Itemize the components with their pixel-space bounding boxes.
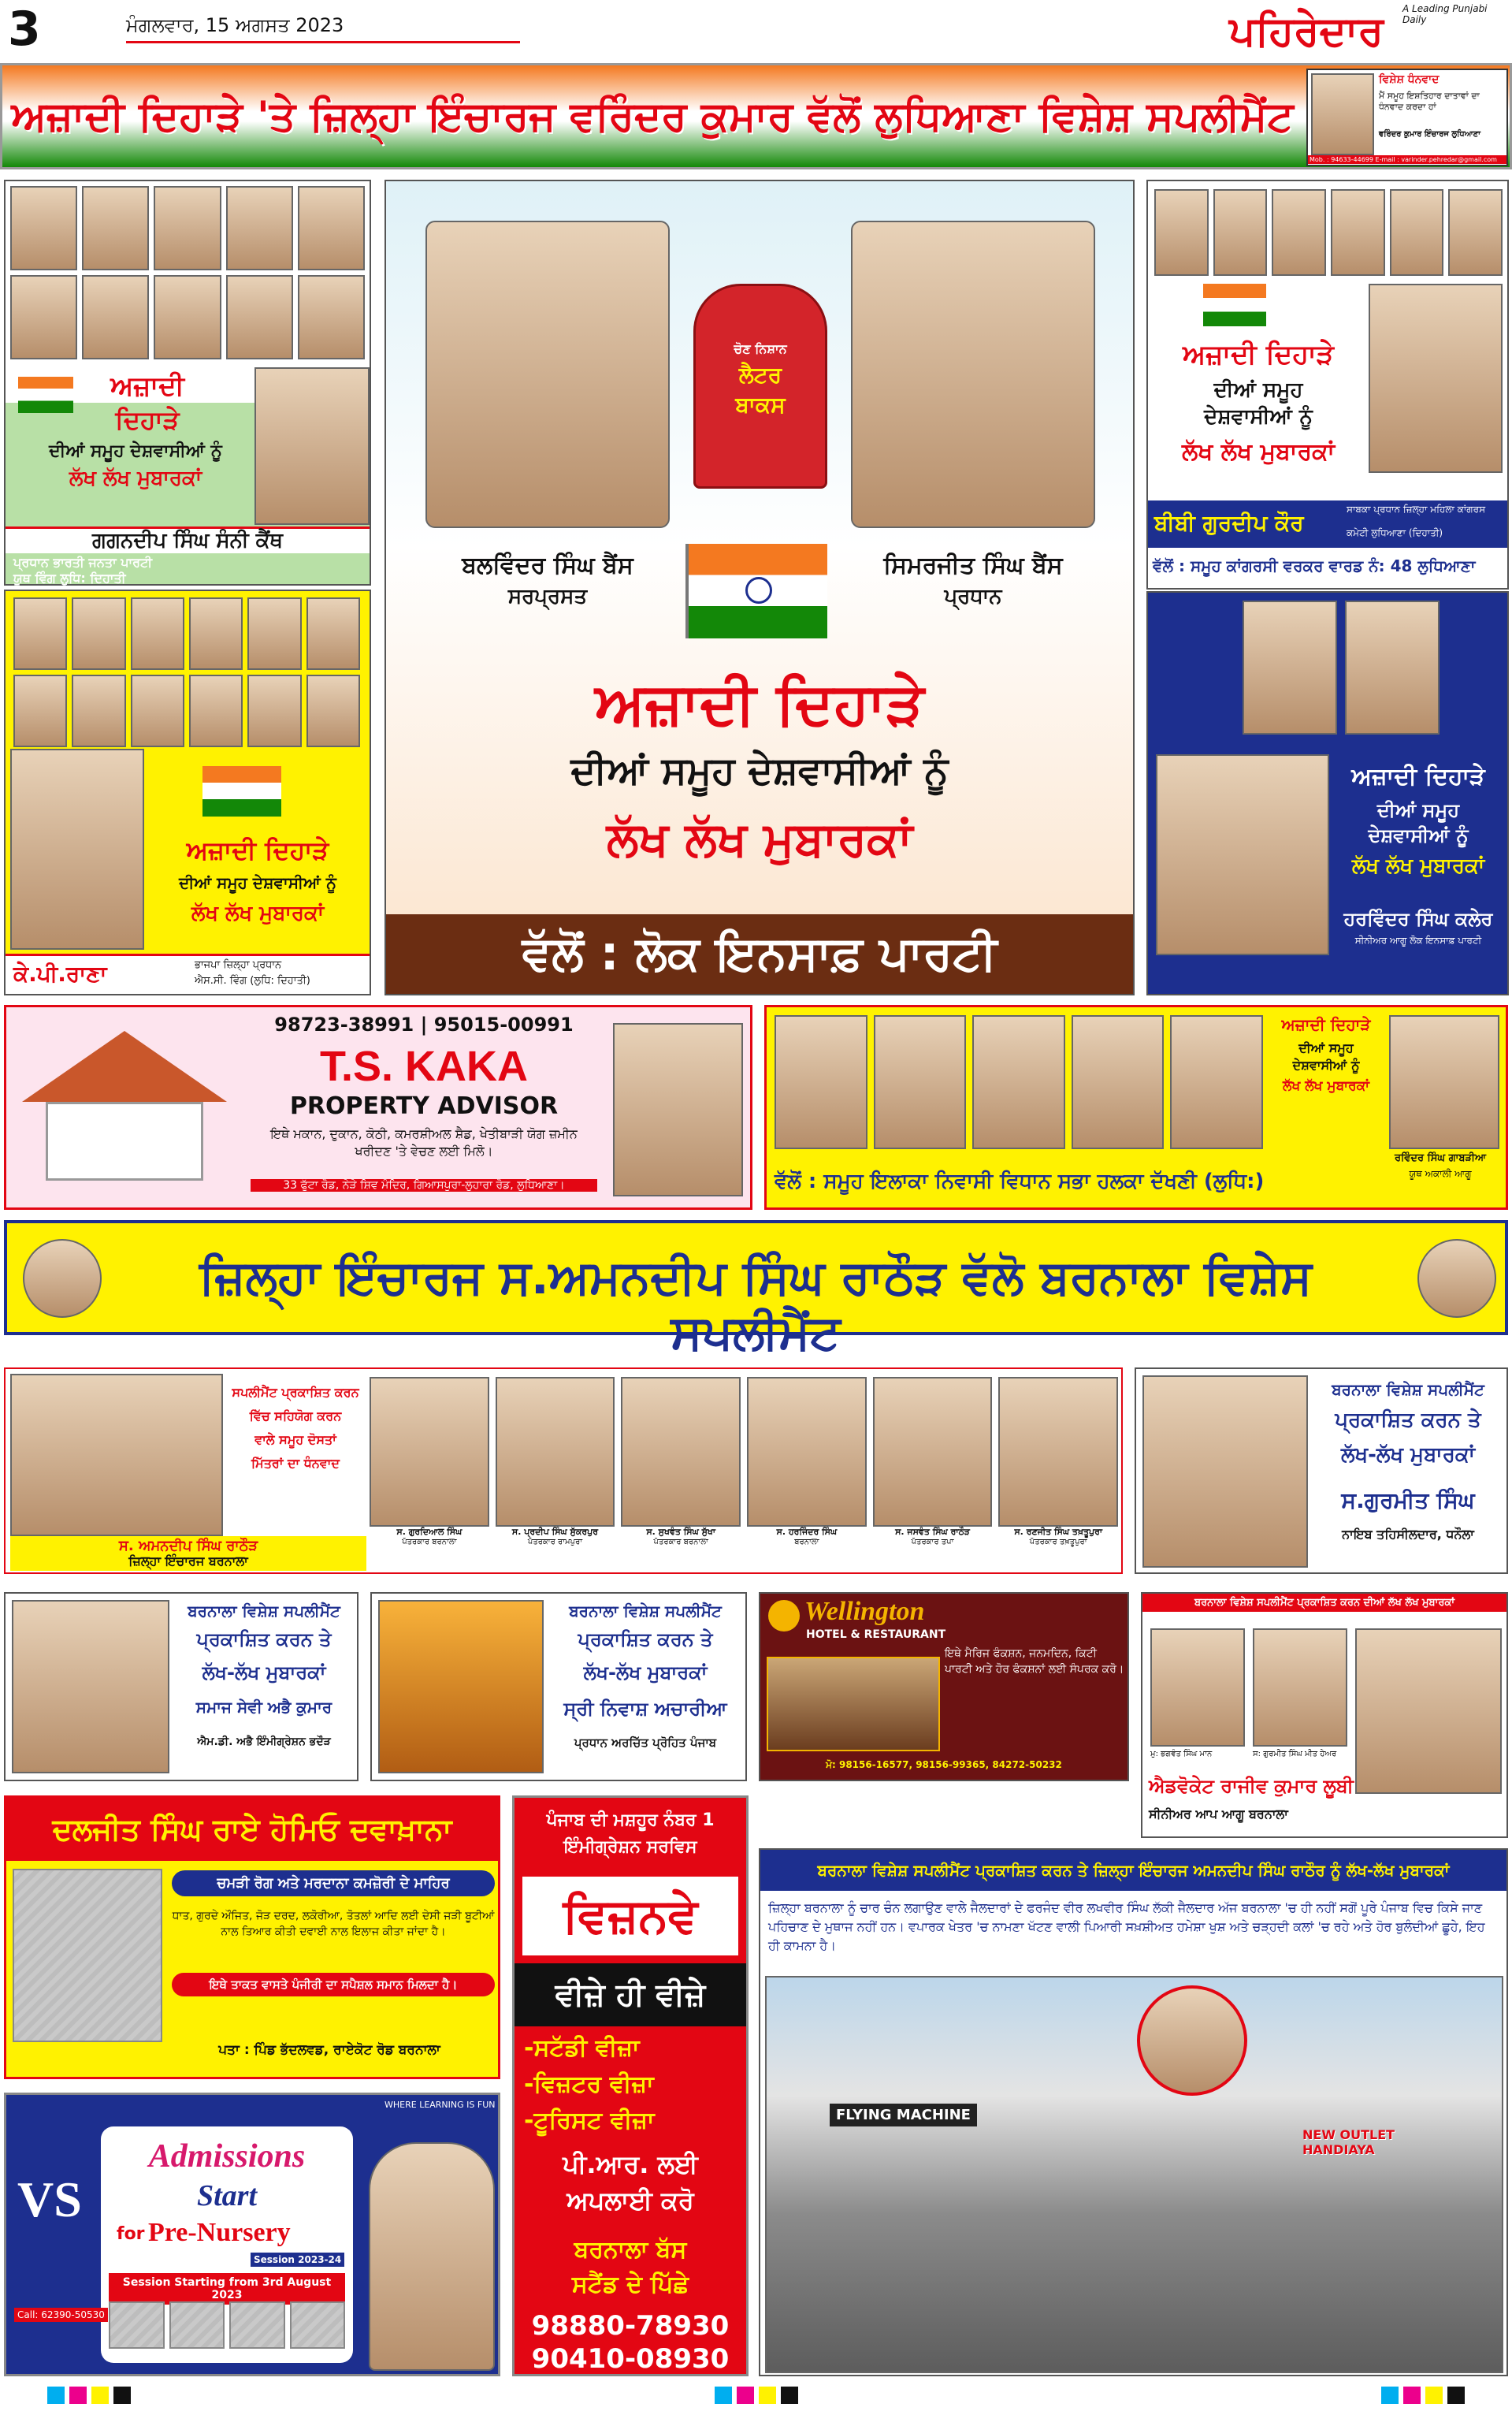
leader-photo <box>72 597 125 670</box>
visa-item: -ਟੂਰਿਸਟ ਵੀਜ਼ਾ <box>524 2107 655 2134</box>
staff-name: ਸ. ਹਰਜਿੰਦਰ ਸਿੰਘ <box>776 1527 838 1537</box>
sevak-photo <box>12 1600 169 1773</box>
greeting-line-3: ਲੱਖ-ਲੱਖ ਮੁਬਾਰਕਾਂ <box>1341 1443 1475 1467</box>
leader-photo <box>1448 189 1503 276</box>
leader-caption-2: ਸ: ਗੁਰਮੀਤ ਸਿੰਘ ਮੀਤ ਹੇਅਰ <box>1253 1750 1337 1758</box>
store-sign: FLYING MACHINE <box>830 2104 977 2126</box>
school-logo: VS <box>17 2171 82 2227</box>
lead-name-strip <box>10 1536 366 1571</box>
school-slogan: WHERE LEARNING IS FUN <box>385 2100 496 2110</box>
from-line: ਵੱਲੋਂ : ਸਮੂਹ ਇਲਾਕਾ ਨਿਵਾਸੀ ਵਿਧਾਨ ਸਭਾ ਹਲਕਾ ਦੱਖਣੀ (ਲੁਧਿ:) <box>775 1170 1265 1193</box>
thanks-line: ਸਪਲੀਮੈਂਟ ਪ੍ਰਕਾਸ਼ਿਤ ਕਰਨ <box>232 1385 359 1400</box>
roof-shape <box>22 1031 227 1102</box>
leader-photo <box>1253 1628 1347 1747</box>
staff-role: ਪੱਤਰਕਾਰ ਤਪਾ <box>911 1538 954 1546</box>
hotel-photo <box>767 1657 940 1751</box>
ad-gagandeep <box>4 180 371 586</box>
candidate-photo <box>1156 754 1329 955</box>
masthead <box>0 0 1512 61</box>
candidate-role: ਸੀਨੀਅਰ ਆਪ ਆਗੂ ਬਰਨਾਲਾ <box>1149 1806 1288 1821</box>
staff-role: ਪੱਤਰਕਾਰ ਬਰਨਾਲਾ <box>402 1538 457 1546</box>
hotel-name: Wellington <box>804 1597 925 1626</box>
greeting-line-3: ਲੱਖ ਲੱਖ ਮੁਬਾਰਕਾਂ <box>1283 1078 1369 1094</box>
ad-outlet <box>759 1848 1508 2376</box>
business-role: PROPERTY ADVISOR <box>289 1092 559 1120</box>
hotel-sub: HOTEL & RESTAURANT <box>806 1628 946 1641</box>
officer-photo <box>1142 1375 1308 1568</box>
greeting-title: ਅਜ਼ਾਦੀ ਦਿਹਾੜੇ <box>1281 1015 1371 1034</box>
activity-photo <box>169 2301 225 2349</box>
house-image <box>22 1031 227 1189</box>
staff-photo <box>496 1377 615 1527</box>
sevak-name: ਸਮਾਜ ਸੇਵੀ ਅਭੈ ਕੁਮਾਰ <box>195 1698 332 1717</box>
visa-pr-2: ਅਪਲਾਈ ਕਰੋ <box>567 2186 694 2216</box>
leader-photo <box>82 275 149 359</box>
barnala-banner <box>4 1220 1508 1360</box>
greeting-line: ਦੀਆਂ ਸਮੂਹ ਦੇਸ਼ਵਾਸੀਆਂ ਨੂੰ <box>179 873 336 892</box>
staff-photo <box>621 1377 741 1527</box>
leader-photo <box>306 675 360 747</box>
letterbox-icon <box>693 284 827 489</box>
session-label: Session 2023-24 <box>251 2253 344 2267</box>
leader-photo <box>247 597 301 670</box>
candidate-name: ਹਰਵਿੰਦਰ ਸਿੰਘ ਕਲੇਰ <box>1343 908 1493 930</box>
party-strip: ਵੱਲੋਂ : ਲੋਕ ਇਨਸਾਫ਼ ਪਾਰਟੀ <box>386 914 1133 994</box>
patron-name: ਬਲਵਿੰਦਰ ਸਿੰਘ ਬੈਂਸ <box>462 552 633 579</box>
lead-name: ਸ. ਅਮਨਦੀਪ ਸਿੰਘ ਰਾਠੌੜ <box>118 1538 258 1554</box>
clinic-spec: ਚਮੜੀ ਰੋਗ ਅਤੇ ਮਰਦਾਨਾ ਕਮਜ਼ੋਰੀ ਦੇ ਮਾਹਿਰ <box>172 1870 495 1896</box>
clinic-title: ਦਲਜੀਤ ਸਿੰਘ ਰਾਏ ਹੋਮਿਓ ਦਵਾਖ਼ਾਨਾ <box>6 1798 498 1861</box>
patron-role: ਸਰਪ੍ਰਸਤ <box>507 585 588 608</box>
greeting-line-3: ਲੱਖ-ਲੱਖ ਮੁਬਾਰਕਾਂ <box>583 1661 708 1684</box>
ad-kp-rana <box>4 590 371 995</box>
greeting-title: ਅਜ਼ਾਦੀ ਦਿਹਾੜੇ <box>1183 339 1334 370</box>
staff-photo <box>998 1377 1118 1527</box>
candidate-role: ਪ੍ਰਧਾਨ ਭਾਰਤੀ ਜਨਤਾ ਪਾਰਟੀ <box>13 555 153 570</box>
leader-photo <box>1345 601 1440 735</box>
sevak-role: ਐਮ.ਡੀ. ਅਭੈ ਇੰਮੀਗ੍ਰੇਸ਼ਨ ਭਦੌੜ <box>197 1736 331 1748</box>
candidate-name: ਗਗਨਦੀਪ ਸਿੰਘ ਸੰਨੀ ਕੈਂਥ <box>6 526 370 553</box>
lead-role: ਜ਼ਿਲ੍ਹਾ ਇੰਚਾਰਜ ਬਰਨਾਲਾ <box>128 1553 248 1568</box>
candidate-name: ਕੇ.ਪੀ.ਰਾਣਾ <box>13 961 107 987</box>
ad-gurmeet-singh <box>1135 1367 1508 1574</box>
ad-school-admissions <box>4 2093 500 2376</box>
admission-class: Pre-Nursery <box>148 2218 291 2247</box>
flag-icon <box>202 766 281 817</box>
candidate-name: ਐਡਵੋਕੇਟ ਰਾਜੀਵ ਕੁਮਾਰ ਲੂਬੀ <box>1149 1775 1354 1797</box>
greeting-line-3: ਲੱਖ ਲੱਖ ਮੁਬਾਰਕਾਂ <box>1351 854 1485 878</box>
greeting-line: ਦੀਆਂ ਸਮੂਹ ਦੇਸ਼ਵਾਸੀਆਂ ਨੂੰ <box>570 749 949 793</box>
admission-card <box>101 2126 353 2363</box>
ad-wellington <box>759 1592 1129 1781</box>
tagline: A Leading Punjabi Daily <box>1402 3 1488 25</box>
symbol-label-2: ਲੈਟਰ <box>738 362 782 388</box>
officer-name: ਸ.ਗੁਰਮੀਤ ਸਿੰਘ <box>1341 1487 1475 1513</box>
leader-photo <box>298 186 365 270</box>
president-role: ਪ੍ਰਧਾਨ <box>944 585 1002 608</box>
staff-role: ਬਰਨਾਲਾ <box>794 1538 819 1546</box>
activity-photo <box>109 2301 165 2349</box>
leader-photo <box>1331 189 1385 276</box>
leader-photo <box>13 597 67 670</box>
candidate-photo <box>1355 1628 1502 1794</box>
banner-title: ਅਜ਼ਾਦੀ ਦਿਹਾੜੇ 'ਤੇ ਜ਼ਿਲ੍ਹਾ ਇੰਚਾਰਜ ਵਰਿੰਦਰ ਕੁਮਾਰ ਵੱਲੋਂ ਲੁਧਿਆਣਾ ਵਿਸ਼ੇਸ਼ ਸਪਲੀਮੈਂਟ <box>11 93 1294 140</box>
greeting-line-2: ਦੇਸ਼ਵਾਸੀਆਂ ਨੂੰ <box>1368 824 1469 846</box>
staff-photo <box>873 1377 993 1527</box>
leader-photo <box>226 186 293 270</box>
candidate-role: ਭਾਜਪਾ ਜ਼ਿਲ੍ਹਾ ਪ੍ਰਧਾਨ <box>195 959 282 971</box>
phone-strip: 98723-38991 | 95015-00991 <box>274 1014 574 1036</box>
child-photo <box>369 2142 495 2371</box>
candidate-role: ਯੂਥ ਅਕਾਲੀ ਆਗੂ <box>1409 1168 1472 1179</box>
leader-photo <box>154 275 221 359</box>
candidate-role: ਸੀਨੀਅਰ ਆਗੂ ਲੋਕ ਇਨਸਾਫ਼ ਪਾਰਟੀ <box>1354 935 1482 946</box>
clinic-address: ਪਤਾ : ਪਿੰਡ ਭੱਦਲਵਡ, ਰਾਏਕੋਟ ਰੋਡ ਬਰਨਾਲਾ <box>218 2042 440 2058</box>
outlet-head: ਬਰਨਾਲਾ ਵਿਸ਼ੇਸ਼ ਸਪਲੀਮੈਂਟ ਪ੍ਰਕਾਸ਼ਿਤ ਕਰਨ ਤੇ ਜ਼ਿਲ੍ਹਾ ਇੰਚਾਰਜ ਅਮਨਦੀਪ ਸਿੰਘ ਰਾਠੌਰ ਨੂੰ ਲੱਖ-ਲੱਖ ਮੁਬਾਰਕਾਂ <box>760 1850 1506 1891</box>
leader-photo <box>775 1015 867 1149</box>
leaders-row <box>775 1015 1263 1149</box>
supplement-banner <box>0 63 1512 169</box>
leader-photo <box>1154 189 1209 276</box>
leader-caption: ਮੁ: ਭਗਵੰਤ ਸਿੰਘ ਮਾਨ <box>1150 1750 1213 1758</box>
greeting-title: ਅਜ਼ਾਦੀ ਦਿਹਾੜੇ <box>186 835 329 865</box>
mall-photo <box>765 1976 1503 2373</box>
staff-name: ਸ. ਸੁਖਵੰਤ ਸਿੰਘ ਸੁੱਖਾ <box>646 1527 716 1537</box>
date-line: ਮੰਗਲਵਾਰ, 15 ਅਗਸਤ 2023 <box>126 14 520 43</box>
thanks-text: ਮੈਂ ਸਮੂਹ ਇਸ਼ਤਿਹਾਰ ਦਾਤਾਵਾਂ ਦਾ ਧੰਨਵਾਦ ਕਰਦਾ ਹਾਂ <box>1379 91 1480 112</box>
greeting-title-2: ਦਿਹਾੜੇ <box>115 405 180 435</box>
visa-tag: ਵੀਜ਼ੇ ਹੀ ਵੀਜ਼ੇ <box>515 1963 746 2026</box>
barnala-title: ਜ਼ਿਲ੍ਹਾ ਇੰਚਾਰਜ ਸ.ਅਮਨਦੀਪ ਸਿੰਘ ਰਾਠੌੜ ਵੱਲੋ ਬਰਨਾਲਾ ਵਿਸ਼ੇਸ ਸਪਲੀਮੈਂਟ <box>199 1250 1312 1360</box>
staff-card <box>496 1377 615 1570</box>
lubhi-top: ਬਰਨਾਲਾ ਵਿਸ਼ੇਸ਼ ਸਪਲੀਮੈਂਟ ਪ੍ਰਕਾਸ਼ਿਤ ਕਰਨ ਦੀਆਂ ਲੱਖ ਲੱਖ ਮੁਬਾਰਕਾਂ <box>1142 1594 1506 1612</box>
leader-photo <box>13 675 67 747</box>
clinic-desc: ਧਾਤ, ਗੁਰਦੇ ਔਜਿਤ, ਜੋੜ ਦਰਦ, ਲਕੋਰੀਆ, ਤੋਤਲਾਂ ਆਦਿ ਲਈ ਦੇਸੀ ਜੜੀ ਬੂਟੀਆਂ ਨਾਲ ਤਿਆਰ ਕੀਤੀ ਦਵਾਈ ਨਾਲ ਇਲਾਜ ਕੀਤਾ ਜਾਂਦਾ ਹੈ। <box>172 1910 495 1938</box>
acharya-role: ਪ੍ਰਧਾਨ ਅਰਚਿੱਤ ਪ੍ਰੋਹਿਤ ਪੰਜਾਬ <box>574 1736 717 1750</box>
president-photo <box>851 221 1095 528</box>
visa-phone: 98880-78930 <box>531 2310 730 2342</box>
leader-photo <box>306 597 360 670</box>
leader-photo <box>298 275 365 359</box>
staff-card <box>873 1377 993 1570</box>
president-name: ਸਿਮਰਜੀਤ ਸਿੰਘ ਬੈਂਸ <box>883 552 1063 579</box>
visa-item: -ਵਿਜ਼ਟਰ ਵੀਜ਼ਾ <box>524 2071 654 2098</box>
leaders-grid <box>10 186 365 359</box>
staff-name: ਸ. ਪ੍ਰਦੀਪ ਸਿੰਘ ਸੁੱਕਰਪੁਰ <box>511 1527 599 1537</box>
greeting-line-3: ਲੱਖ-ਲੱਖ ਮੁਬਾਰਕਾਂ <box>202 1661 326 1684</box>
leader-photo <box>1170 1015 1263 1149</box>
ad-rajeev-lubhi <box>1141 1592 1508 1838</box>
session-start: Session Starting from 3rd August 2023 <box>109 2273 345 2305</box>
clinic-note: ਇਥੇ ਤਾਕਤ ਵਾਸਤੇ ਪੰਜੀਰੀ ਦਾ ਸਪੈਸ਼ਲ ਸਮਾਨ ਮਿਲਦਾ ਹੈ। <box>172 1973 495 1996</box>
temple-photo <box>378 1600 544 1773</box>
incharge-photo <box>1311 73 1374 155</box>
lead-photo <box>10 1374 223 1536</box>
leader-photo <box>1213 189 1268 276</box>
greeting-line: ਦੀਆਂ ਸਮੂਹ <box>1376 799 1460 821</box>
leader-photo <box>131 597 184 670</box>
staff-list <box>370 1377 1118 1570</box>
greeting-title: ਅਜ਼ਾਦੀ ਦਿਹਾੜੇ <box>1351 763 1485 791</box>
visa-top: ਪੰਜਾਬ ਦੀ ਮਸ਼ਹੂਰ ਨੰਬਰ 1 <box>546 1810 715 1830</box>
candidate-photo <box>1369 284 1503 473</box>
admission-for: for <box>117 2224 145 2244</box>
ad-visa <box>512 1795 749 2376</box>
ad-abhay-kumar <box>4 1592 358 1781</box>
leader-photo <box>1150 1628 1245 1747</box>
staff-strip <box>4 1367 1123 1574</box>
leaders-row <box>1154 189 1503 276</box>
ad-homeo-clinic <box>4 1795 500 2079</box>
leader-photo <box>1072 1015 1165 1149</box>
symbol-label: ਚੋਣ ਨਿਸ਼ਾਨ <box>734 341 787 356</box>
outlet-text: ਜ਼ਿਲ੍ਹਾ ਬਰਨਾਲਾ ਨੂੰ ਚਾਰ ਚੰਨ ਲਗਾਉਣ ਵਾਲੇ ਜੈਲਦਾਰਾਂ ਦੇ ਫਰਜੰਦ ਵੀਰ ਲਖਵੀਰ ਸਿੰਘ ਲੱਕੀ ਜੈਲਦਾਰ ਅੱਜ ਬਰਨਾਲਾ 'ਚ ਹੀ ਨਹੀਂ ਸਗੋਂ ਪੂਰੇ ਪੰਜਾਬ ਵਿਚ ਕਿਸੇ ਜਾਣ ਪਹਿਚਾਣ ਦੇ ਮੁਥਾਜ ਨਹੀਂ ਹਨ। ਵਪਾਰਕ ਖੇਤਰ 'ਚ ਨਾਮਣਾ ਖੱਟਣ ਵਾਲੀ ਪਿਆਰੀ ਸਖ਼ਸ਼ੀਅਤ ਹਮੇਸ਼ਾ ਖੁਸ਼ ਅਤੇ ਚੜ੍ਹਦੀ ਕਲਾਂ 'ਚ ਰਹੇ ਅਤੇ ਹੋਰ ਬੁਲੰਦੀਆਂ ਛੂਹੇ, ਇਹ ਹੀ ਕਾਮਨਾ ਹੈ। <box>768 1900 1485 1953</box>
leader-photo <box>189 675 243 747</box>
officer-role: ਨਾਇਬ ਤਹਿਸੀਲਦਾਰ, ਧਨੌਲਾ <box>1342 1527 1474 1542</box>
greeting-line: ਬਰਨਾਲਾ ਵਿਸ਼ੇਸ਼ ਸਪਲੀਮੈਂਟ <box>569 1602 722 1620</box>
activity-photo <box>229 2301 285 2349</box>
incharge-photo-2 <box>1417 1239 1496 1318</box>
leader-photo <box>247 675 301 747</box>
incharge-photo <box>23 1239 102 1318</box>
leader-photo <box>10 275 77 359</box>
leader-photo <box>82 186 149 270</box>
ad-gabria <box>764 1005 1508 1210</box>
leader-photo <box>1390 189 1444 276</box>
visa-top-2: ਇੰਮੀਗ੍ਰੇਸ਼ਨ ਸਰਵਿਸ <box>563 1837 697 1857</box>
candidate-photo <box>1389 1015 1499 1149</box>
leader-photo <box>189 597 243 670</box>
greeting-line-2: ਲੱਖ ਲੱਖ ਮੁਬਾਰਕਾਂ <box>606 812 913 867</box>
sun-logo-icon <box>768 1600 800 1632</box>
greeting-line-2: ਲੱਖ ਲੱਖ ਮੁਬਾਰਕਾਂ <box>69 467 202 490</box>
visa-item: -ਸਟੱਡੀ ਵੀਜ਼ਾ <box>524 2034 640 2062</box>
visa-address-2: ਸਟੈਂਡ ਦੇ ਪਿੱਛੇ <box>571 2271 689 2298</box>
visa-pr: ਪੀ.ਆਰ. ਲਈ <box>563 2149 698 2179</box>
staff-role: ਪੱਤਰਕਾਰ ਬਰਨਾਲਾ <box>653 1538 708 1546</box>
flag-icon <box>685 544 827 638</box>
chakra-icon <box>745 577 772 604</box>
flag-icon <box>1203 284 1266 326</box>
thanks-line: ਮਿੱਤਰਾਂ ਦਾ ਧੰਨਵਾਦ <box>251 1456 340 1471</box>
leaders-grid <box>13 597 360 747</box>
staff-card <box>621 1377 741 1570</box>
greeting-line-2: ਪ੍ਰਕਾਸ਼ਿਤ ਕਰਨ ਤੇ <box>196 1628 332 1650</box>
visa-address: ਬਰਨਾਲਾ ਬੱਸ <box>574 2236 687 2264</box>
acharya-name: ਸ੍ਰੀ ਨਿਵਾਸ਼ ਅਚਾਰੀਆ <box>563 1698 727 1720</box>
leader-photo <box>1243 601 1337 735</box>
business-name: T.S. KAKA <box>319 1043 528 1090</box>
greeting-line: ਬਰਨਾਲਾ ਵਿਸ਼ੇਸ਼ ਸਪਲੀਮੈਂਟ <box>1332 1380 1484 1399</box>
thanks-head: ਵਿਸ਼ੇਸ਼ ਧੰਨਵਾਦ <box>1379 73 1440 86</box>
name-strip <box>6 954 370 994</box>
staff-name: ਸ. ਜਸਵੰਤ ਸਿੰਘ ਰਾਠੌੜ <box>895 1527 970 1537</box>
ad-ts-kaka <box>4 1005 752 1210</box>
candidate-role-2: ਕਮੇਟੀ ਲੁਧਿਆਣਾ (ਦਿਹਾਤੀ) <box>1347 527 1443 538</box>
greeting-line-2: ਪ੍ਰਕਾਸ਼ਿਤ ਕਰਨ ਤੇ <box>1335 1408 1481 1432</box>
ad-lok-insaaf <box>385 180 1135 995</box>
candidate-name: ਬੀਬੀ ਗੁਰਦੀਪ ਕੌਰ <box>1154 510 1304 536</box>
ad-niwas-acharya <box>370 1592 747 1781</box>
greeting-line: ਦੀਆਂ ਸਮੂਹ ਦੇਸ਼ਵਾਸੀਆਂ ਨੂੰ <box>49 441 222 461</box>
staff-card <box>370 1377 489 1570</box>
staff-role: ਪੱਤਰਕਾਰ ਤਖ਼ਤੂਪੁਰਾ <box>1029 1538 1087 1546</box>
clinic-photo <box>13 1869 162 2042</box>
patron-photo <box>425 221 670 528</box>
leader-photo <box>72 675 125 747</box>
leader-photo <box>226 275 293 359</box>
hotel-desc: ਇਥੇ ਮੈਰਿਜ ਫੰਕਸ਼ਨ, ਜਨਮਦਿਨ, ਕਿਟੀ ਪਾਰਟੀ ਅਤੇ ਹੋਰ ਫੰਕਸ਼ਨਾਂ ਲਈ ਸੰਪਰਕ ਕਰੋ। <box>945 1647 1124 1676</box>
activity-photo <box>290 2301 346 2349</box>
symbol-label-3: ਬਾਕਸ <box>735 392 786 418</box>
name-strip <box>1148 500 1507 548</box>
thanks-name: ਵਰਿੰਦਰ ਕੁਮਾਰ ਇੰਚਾਰਜ ਲੁਧਿਆਣਾ <box>1379 130 1480 139</box>
staff-card <box>747 1377 867 1570</box>
business-address: 33 ਫੁੱਟਾ ਰੋਡ, ਨੇੜੇ ਸ਼ਿਵ ਮੰਦਿਰ, ਗਿਆਸਪੁਰਾ-ਲੁਹਾਰਾ ਰੋਡ, ਲੁਧਿਆਣਾ। <box>251 1179 597 1192</box>
hotel-phones: ਮੋ: 98156-16577, 98156-99365, 84272-50232 <box>826 1759 1062 1770</box>
greeting-line: ਦੀਆਂ ਸਮੂਹ <box>1298 1040 1354 1055</box>
color-swatches <box>47 2387 131 2407</box>
wall-shape <box>46 1102 203 1181</box>
greeting-line-2: ਲੱਖ ਲੱਖ ਮੁਬਾਰਕਾਂ <box>191 902 325 925</box>
candidate-role: ਸਾਬਕਾ ਪ੍ਰਧਾਨ ਜ਼ਿਲ੍ਹਾ ਮਹਿਲਾ ਕਾਂਗਰਸ <box>1347 504 1486 515</box>
masthead-brand: ਪਹਿਰੇਦਾਰ <box>1229 8 1384 55</box>
school-call: Call: 62390-50530 <box>14 2308 108 2322</box>
leader-photo <box>10 186 77 270</box>
outlet-sign: NEW OUTLET HANDIAYA <box>1302 2127 1395 2157</box>
thanks-line: ਵਿੱਚ ਸਹਿਯੋਗ ਕਰਨ <box>249 1408 342 1423</box>
ad-harvinder-kaler <box>1146 591 1509 995</box>
greeting-line: ਬਰਨਾਲਾ ਵਿਸ਼ੇਸ਼ ਸਪਲੀਮੈਂਟ <box>188 1602 340 1620</box>
advisor-photo <box>613 1023 743 1196</box>
color-swatches <box>1381 2387 1465 2407</box>
leader-photo <box>874 1015 967 1149</box>
activity-row <box>109 2301 345 2349</box>
from-line: ਵੱਲੋਂ : ਸਮੂਹ ਕਾਂਗਰਸੀ ਵਰਕਰ ਵਾਰਡ ਨੰ: 48 ਲੁਧਿਆਣਾ <box>1153 556 1476 575</box>
owner-photo <box>1137 1985 1247 2096</box>
staff-card <box>998 1377 1118 1570</box>
greeting-line-2: ਦੇਸ਼ਵਾਸੀਆਂ ਨੂੰ <box>1292 1058 1360 1073</box>
candidate-photo <box>254 367 370 525</box>
greeting-title: ਅਜ਼ਾਦੀ <box>110 370 184 402</box>
greeting-title: ਅਜ਼ਾਦੀ ਦਿਹਾੜੇ <box>595 670 924 738</box>
candidate-role-2: ਐਸ.ਸੀ. ਵਿੰਗ (ਲੁਧਿ: ਦਿਹਾਤੀ) <box>195 975 310 987</box>
candidate-name: ਰਵਿੰਦਰ ਸਿੰਘ ਗਾਬੜੀਆ <box>1394 1152 1487 1164</box>
greeting-line-3: ਲੱਖ ਲੱਖ ਮੁਬਾਰਕਾਂ <box>1181 438 1336 466</box>
thanks-line: ਵਾਲੇ ਸਮੂਹ ਦੋਸਤਾਂ <box>254 1432 336 1447</box>
page-number: 3 <box>8 2 41 57</box>
business-desc: ਇਥੇ ਮਕਾਨ, ਦੁਕਾਨ, ਕੋਠੀ, ਕਮਰਸ਼ੀਅਲ ਸ਼ੈਡ, ਖੇਤੀਬਾੜੀ ਯੋਗ ਜ਼ਮੀਨ ਖਰੀਦਣ 'ਤੇ ਵੇਚਣ ਲਈ ਮਿਲੋ। <box>270 1126 578 1159</box>
ad-gurdeep-kaur <box>1146 180 1509 590</box>
color-swatches <box>715 2387 798 2407</box>
thanks-contact: Mob. : 94633-44699 E-mail : varinder.pehredar@gmail.com <box>1308 155 1506 164</box>
leader-photo <box>131 675 184 747</box>
visa-brand: ਵਿਜ਼ਨਵੇ <box>522 1877 738 1955</box>
visa-phone-2: 90410-08930 <box>531 2343 730 2375</box>
admission-start: Start <box>196 2179 258 2212</box>
staff-photo <box>747 1377 867 1527</box>
thanks-box <box>1306 69 1508 166</box>
registration-marks <box>0 2387 1512 2407</box>
greeting-line-2: ਪ੍ਰਕਾਸ਼ਿਤ ਕਰਨ ਤੇ <box>578 1628 713 1650</box>
candidate-role-2: ਯੂਥ ਵਿੰਗ ਲੁਧਿ: ਦਿਹਾਤੀ <box>13 571 126 586</box>
staff-name: ਸ. ਗੁਰਦਿਆਲ ਸਿੰਘ <box>396 1527 463 1537</box>
candidate-photo <box>10 749 144 950</box>
leader-photo <box>1272 189 1326 276</box>
staff-photo <box>370 1377 489 1527</box>
greeting-line-2: ਦੇਸ਼ਵਾਸੀਆਂ ਨੂੰ <box>1204 405 1313 429</box>
staff-name: ਸ. ਰਣਜੀਤ ਸਿੰਘ ਤਖ਼ਤੂਪੁਰਾ <box>1014 1527 1103 1537</box>
staff-role: ਪੱਤਰਕਾਰ ਰਾਮਪੁਰਾ <box>527 1538 583 1546</box>
leader-photo <box>154 186 221 270</box>
greeting-line: ਦੀਆਂ ਸਮੂਹ <box>1213 378 1303 402</box>
leader-photo <box>972 1015 1065 1149</box>
admission-title: Admissions <box>148 2138 306 2175</box>
